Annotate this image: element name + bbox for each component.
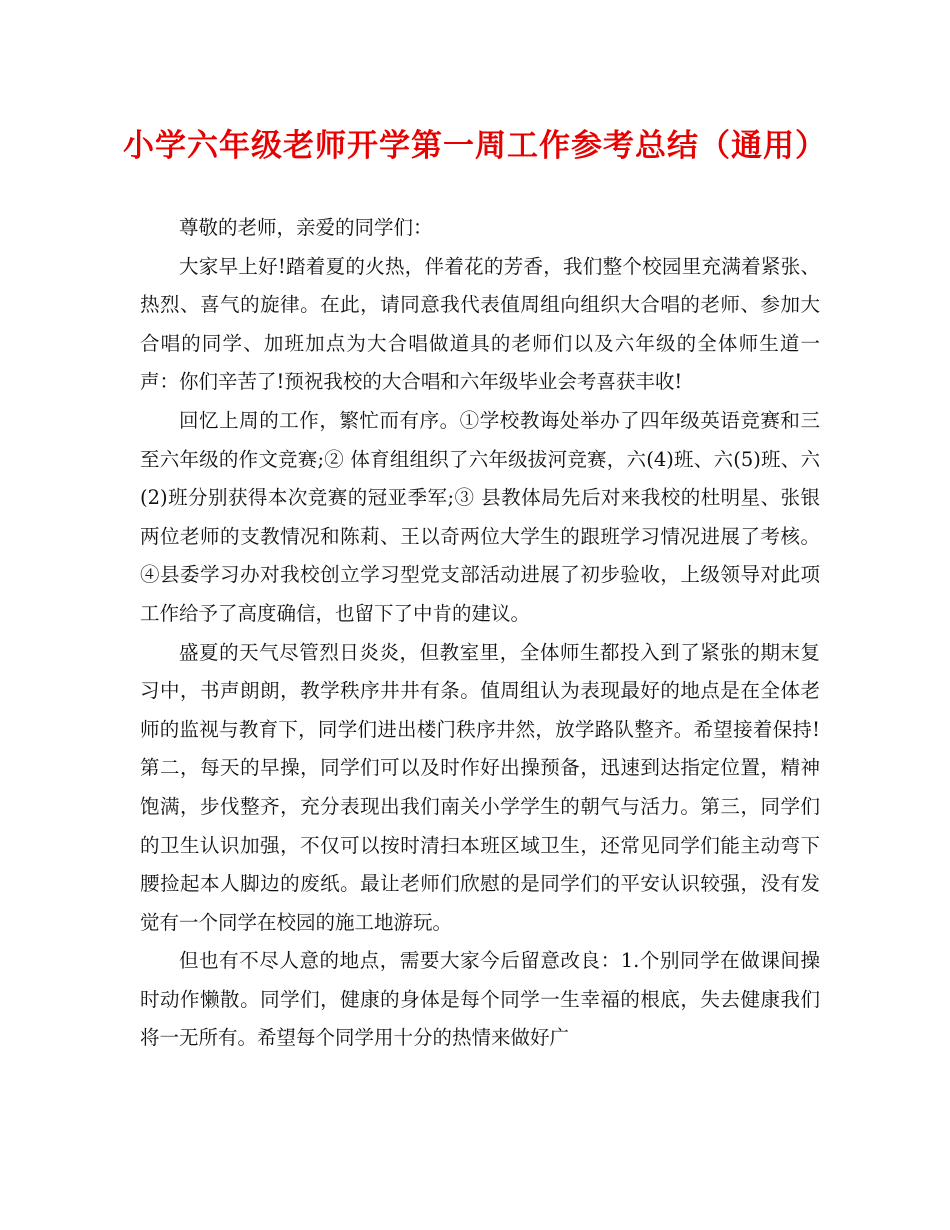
document-body: [140, 209, 820, 1058]
greeting-paragraph: 尊敬的老师，亲爱的同学们：: [179, 216, 433, 239]
body-paragraph: 回忆上周的工作，繁忙而有序。①学校教诲处举办了四年级英语竞赛和三至六年级的作文竞赛;② 体育组组织了六年级拔河竞赛，六(4)班、六(5)班、六(2)班分别获得本次竞赛的冠亚季军;③ 县教体局先后对来我校的杜明星、张银两位老师的支教情况和陈莉、王以奇两位大学生的跟班学习情况进展了考核。④县委学习办对我校创立学习型党支部活动进展了初步验收，上级领导对此项工作给予了高度确信，也留下了中肯的建议。: [140, 408, 821, 625]
document-title: 小学六年级老师开学第一周工作参考总结（通用）: [123, 128, 827, 164]
body-paragraph: 盛夏的天气尽管烈日炎炎，但教室里，全体师生都投入到了紧张的期末复习中，书声朗朗，教学秩序井井有条。值周组认为表现最好的地点是在全体老师的监视与教育下，同学们进出楼门秩序井然，放学路队整齐。希望接着保持!第二，每天的早操，同学们可以及时作好出操预备，迅速到达指定位置，精神饱满，步伐整齐，充分表现出我们南关小学学生的朝气与活力。第三，同学们的卫生认识加强，不仅可以按时清扫本班区域卫生，还常见同学们能主动弯下腰捡起本人脚边的废纸。最让老师们欣慰的是同学们的平安认识较强，没有发觉有一个同学在校园的施工地游玩。: [140, 640, 820, 934]
body-paragraph: 大家早上好!踏着夏的火热，伴着花的芳香，我们整个校园里充满着紧张、热烈、喜气的旋律。在此，请同意我代表值周组向组织大合唱的老师、参加大合唱的同学、加班加点为大合唱做道具的老师们以及六年级的全体师生道一声：你们辛苦了!预祝我校的大合唱和六年级毕业会考喜获丰收!: [140, 254, 820, 394]
body-paragraph: 但也有不尽人意的地点，需要大家今后留意改良：1.个别同学在做课间操时动作懒散。同学们，健康的身体是每个同学一生幸福的根底，失去健康我们将一无所有。希望每个同学用十分的热情来做好广: [140, 949, 820, 1050]
